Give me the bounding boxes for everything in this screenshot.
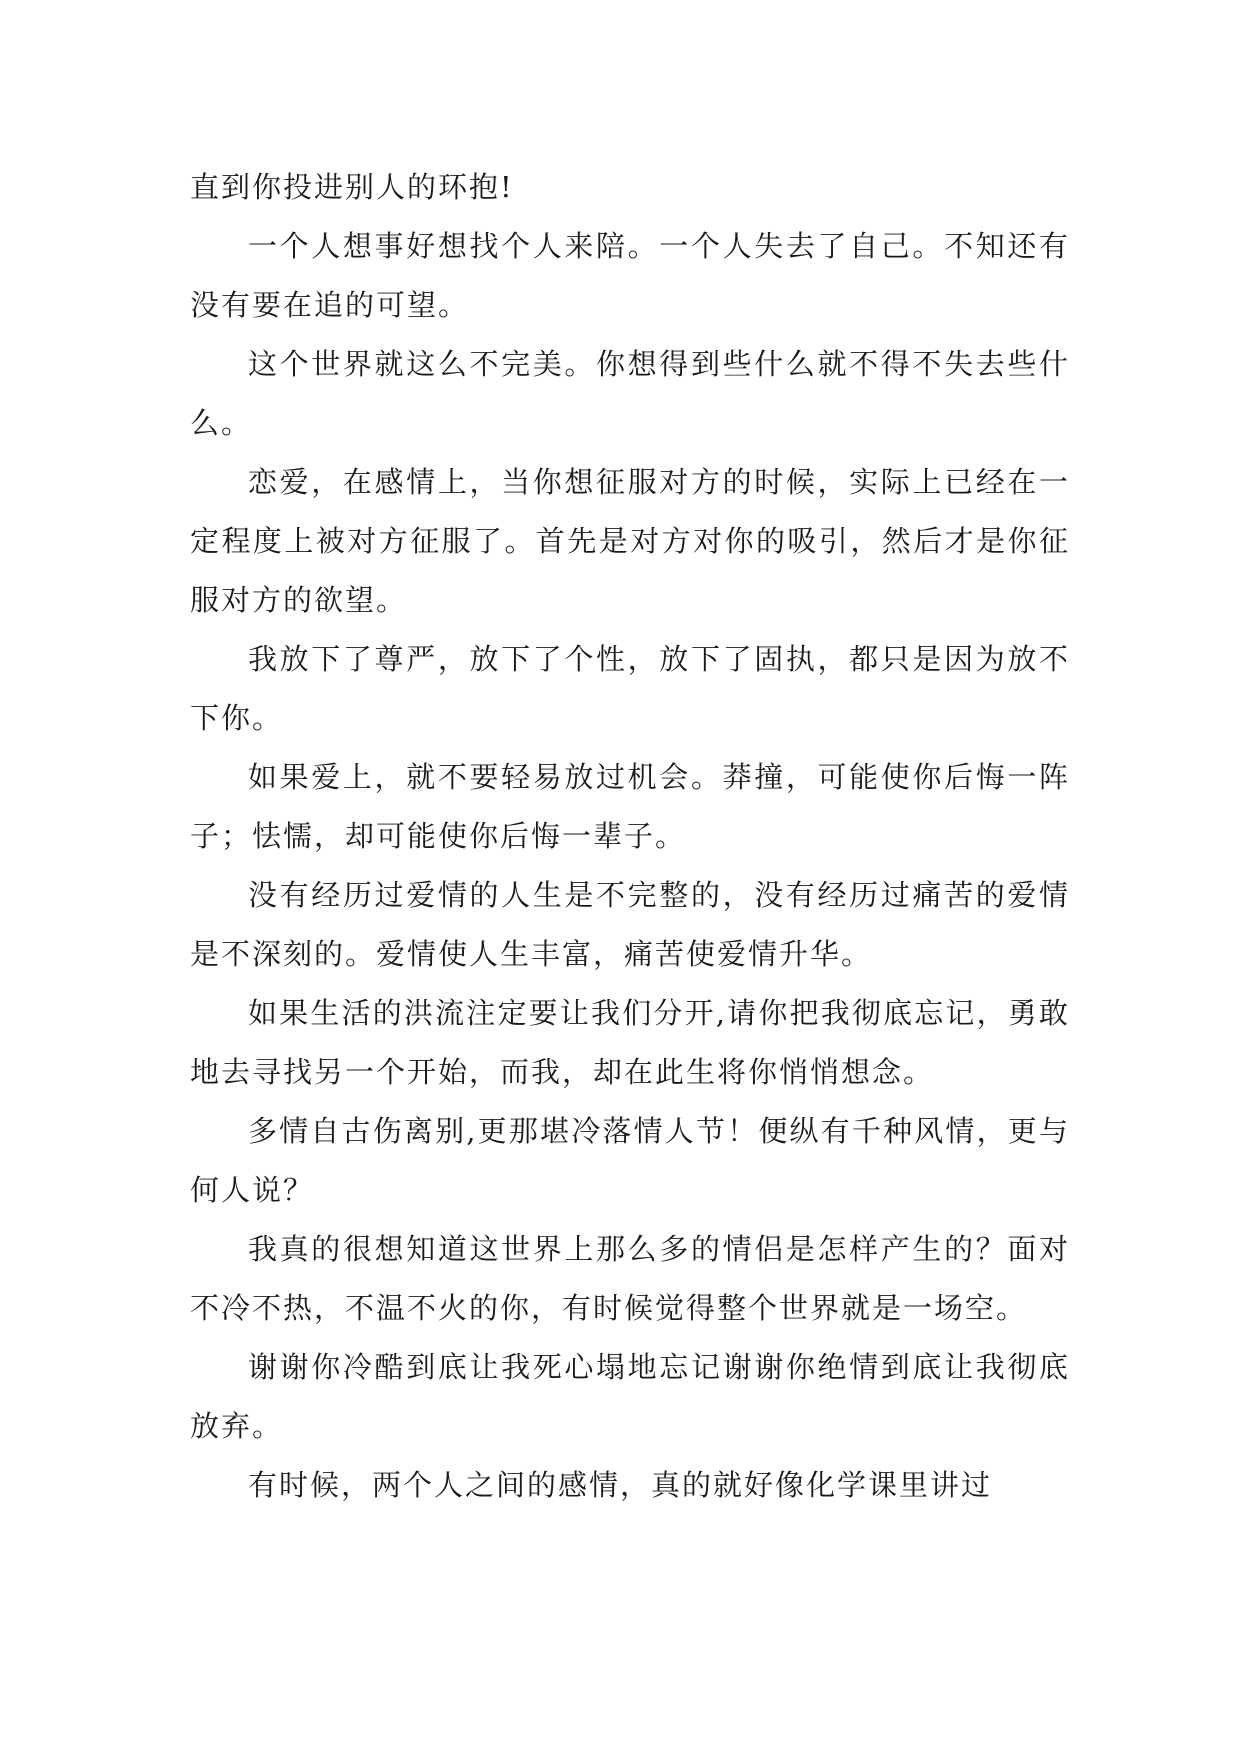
paragraph: 一个人想事好想找个人来陪。一个人失去了自己。不知还有没有要在追的可望。 (190, 229, 1070, 322)
paragraph: 这个世界就这么不完美。你想得到些什么就不得不失去些什么。 (190, 347, 1070, 440)
paragraph: 如果生活的洪流注定要让我们分开,请你把我彻底忘记，勇敢地去寻找另一个开始，而我，却在此生将你悄悄想念。 (190, 996, 1070, 1089)
paragraph: 谢谢你冷酷到底让我死心塌地忘记谢谢你绝情到底让我彻底放弃。 (190, 1350, 1070, 1443)
paragraph: 没有经历过爱情的人生是不完整的，没有经历过痛苦的爱情是不深刻的。爱情使人生丰富，痛苦使爱情升华。 (190, 878, 1070, 971)
paragraph: 我真的很想知道这世界上那么多的情侣是怎样产生的？面对不冷不热，不温不火的你，有时候觉得整个世界就是一场空。 (190, 1232, 1070, 1325)
document-body (190, 158, 1070, 1515)
paragraph: 多情自古伤离别,更那堪冷落情人节！便纵有千种风情，更与何人说？ (190, 1114, 1070, 1207)
paragraph: 如果爱上，就不要轻易放过机会。莽撞，可能使你后悔一阵子；怯懦，却可能使你后悔一辈子。 (190, 760, 1070, 853)
paragraph: 直到你投进别人的环抱! (190, 170, 514, 204)
paragraph: 有时候，两个人之间的感情，真的就好像化学课里讲过 (248, 1468, 993, 1502)
paragraph: 我放下了尊严，放下了个性，放下了固执，都只是因为放不下你。 (190, 642, 1070, 735)
paragraph: 恋爱，在感情上，当你想征服对方的时候，实际上已经在一定程度上被对方征服了。首先是对方对你的吸引，然后才是你征服对方的欲望。 (190, 465, 1070, 617)
